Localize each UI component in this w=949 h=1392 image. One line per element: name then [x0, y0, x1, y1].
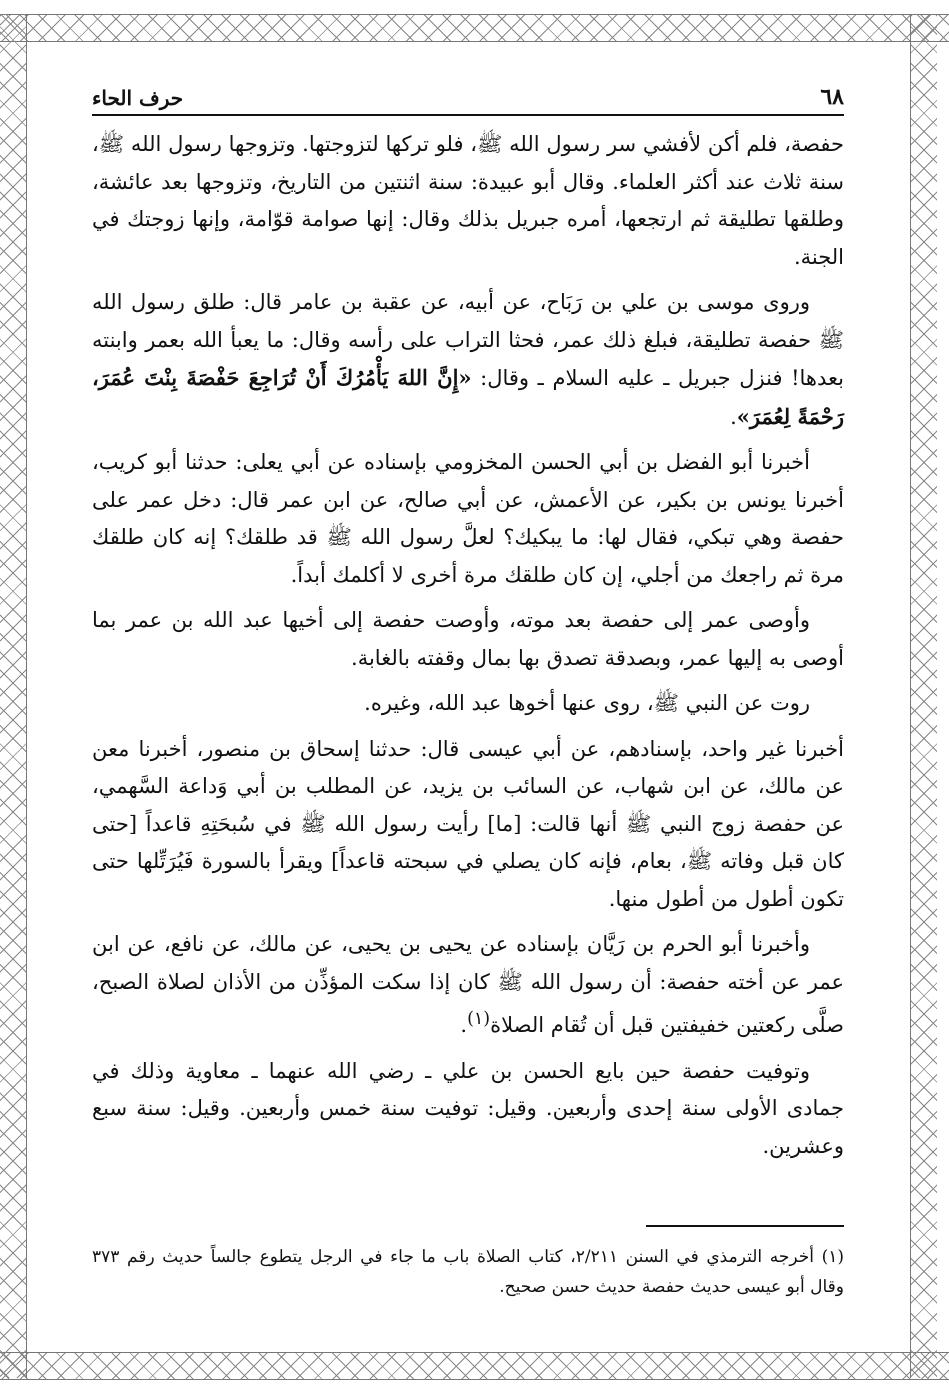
paragraph: وتوفيت حفصة حين بايع الحسن بن علي ـ رضي الله عنهما ـ معاوية وذلك في جمادى الأولى سنة إحدى وأربعين. وقيل: توفيت سنة خمس وأربعين. وقيل: سنة سبع وعشرين.	[92, 1058, 844, 1158]
paragraph-text: وأخبرنا أبو الحرم بن رَيَّان بإسناده عن يحيى بن يحيى، عن مالك، عن نافع، عن ابن عمر عن أخته حفصة: أن رسول الله ﷺ كان إذا سكت المؤذِّن من الأذان لصلاة الصبح، صلَّى ركعتين خفيفتين قبل أن تُقام الصلاة	[92, 932, 844, 1037]
decorative-border-right	[910, 14, 937, 1378]
main-text	[92, 126, 844, 1173]
paragraph: أخبرنا غير واحد، بإسنادهم، عن أبي عيسى قال: حدثنا إسحاق بن منصور، أخبرنا معن عن مالك، عن ابن شهاب، عن السائب بن يزيد، عن المطلب بن أبي وَداعة السَّهمي، عن حفصة زوج النبي ﷺ أنها قالت: [ما] رأيت رسول الله ﷺ في سُبحَتِهِ قاعداً [حتى كان قبل وفاته ﷺ، بعام، فإنه كان يصلي في سبحته قاعداً] ويقرأ بالسورة فَيُرَتِّلها حتى تكون أطول من أطول منها.	[92, 736, 844, 911]
footnote-divider	[646, 1225, 844, 1227]
footnote: (١) أخرجه الترمذي في السنن ٢/٢١١، كتاب الصلاة باب ما جاء في الرجل يتطوع جالساً حديث رقم ٣٧٣ وقال أبو عيسى حديث حفصة حديث حسن صحيح.	[92, 1247, 844, 1297]
paragraph: أخبرنا أبو الفضل بن أبي الحسن المخزومي بإسناده عن أبي يعلى: حدثنا أبو كريب، أخبرنا يونس بن بكير، عن الأعمش، عن أبي صالح، عن ابن عمر قال: دخل عمر على حفصة وهي تبكي، فقال لها: ما يبكيك؟ لعلَّ رسول الله ﷺ قد طلقك؟ إنه كان طلقك مرة ثم راجعك من أجلي، إن كان طلقك مرة أخرى لا أكلمك أبداً.	[92, 450, 844, 587]
quote-end: .	[730, 404, 737, 429]
paragraph: حفصة، فلم أكن لأفشي سر رسول الله ﷺ، فلو تركها لتزوجتها. وتزوجها رسول الله ﷺ، سنة ثلاث عند أكثر العلماء. وقال أبو عبيدة: سنة اثنتين من التاريخ، وتزوجها بعد عائشة، وطلقها تطليقة ثم ارتجعها، أمره جبريل بذلك وقال: إنها صوامة قوّامة، وإنها زوجتك في الجنة.	[92, 132, 844, 269]
page-header	[92, 76, 844, 116]
decorative-border-top	[0, 14, 949, 42]
footnotes	[92, 1242, 844, 1302]
decorative-border-bottom	[0, 1352, 949, 1380]
footnote-marker: (١)	[467, 1009, 491, 1029]
paragraph	[92, 284, 844, 436]
paragraph: روت عن النبي ﷺ، روى عنها أخوها عبد الله، وغيره.	[364, 691, 810, 715]
page-number: ٦٨	[820, 84, 844, 110]
paragraph: وأوصى عمر إلى حفصة بعد موته، وأوصت حفصة إلى أخيها عبد الله بن عمر بما أوصى به إليها عمر، وبصدقة تصدق بها بمال وقفته بالغابة.	[92, 608, 844, 670]
hadith-quote: «إِنَّ اللهَ يَأْمُرُكَ أَنْ تُرَاجِعَ حَفْصَةَ بِنْتَ عُمَرَ، رَحْمَةً لِعُمَرَ»	[92, 365, 844, 429]
paragraph	[92, 926, 844, 1045]
decorative-border-left	[0, 14, 27, 1378]
paragraph-text: وروى موسى بن علي بن رَبَاح، عن أبيه، عن عقبة بن عامر قال: طلق رسول الله ﷺ حفصة تطليقة، فبلغ ذلك عمر، فحثا التراب على رأسه وقال: ما يعبأ الله بعمر وابنته بعدها! فنزل جبريل ـ عليه السلام ـ وقال:	[92, 290, 845, 390]
section-title: حرف الحاء	[92, 86, 184, 110]
paragraph-end: .	[460, 1013, 468, 1037]
